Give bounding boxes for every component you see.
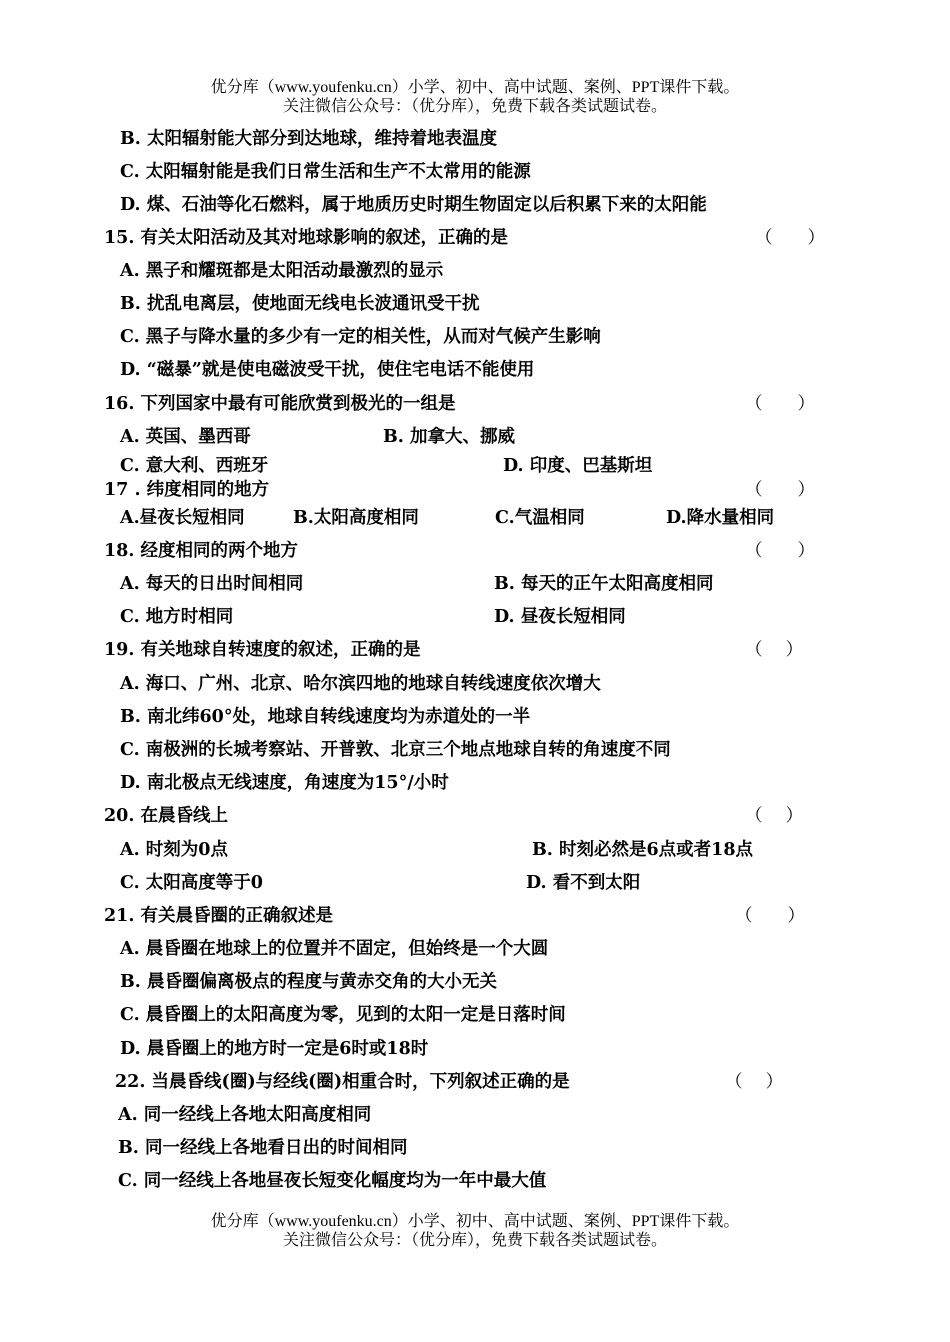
page-header (0, 78, 950, 116)
q20-option-c: C. 太阳高度等于0 (120, 873, 263, 893)
q21-option-b: B. 晨昏圈偏离极点的程度与黄赤交角的大小无关 (120, 972, 497, 992)
q22-option-b: B. 同一经线上各地看日出的时间相同 (118, 1138, 408, 1158)
q21-option-c: C. 晨昏圈上的太阳高度为零，见到的太阳一定是日落时间 (120, 1005, 566, 1025)
q20-option-d: D. 看不到太阳 (526, 873, 641, 893)
q20-option-b: B. 时刻必然是6点或者18点 (532, 840, 754, 860)
q17-option-c: C.气温相同 (495, 508, 585, 528)
q16-option-a: A. 英国、墨西哥 (120, 427, 251, 447)
q22-option-a: A. 同一经线上各地太阳高度相同 (118, 1105, 372, 1125)
q20-answer-blank: （ ） (745, 806, 804, 826)
q17-answer-blank: （ ） (745, 480, 815, 500)
q15-option-c: C. 黑子与降水量的多少有一定的相关性，从而对气候产生影响 (120, 327, 601, 347)
header-line-2: 关注微信公众号：（优分库），免费下载各类试题试卷。 (282, 98, 667, 115)
q20-stem: 20. 在晨昏线上 (104, 806, 229, 826)
q22-option-c: C. 同一经线上各地昼夜长短变化幅度均为一年中最大值 (118, 1171, 547, 1191)
q17-option-a: A.昼夜长短相同 (120, 508, 245, 528)
footer-line-2: 关注微信公众号：（优分库），免费下载各类试题试卷。 (282, 1232, 667, 1249)
footer-line-1: 优分库（www.youfenku.cn）小学、初中、高中试题、案例、PPT课件下载。 (210, 1213, 740, 1230)
q15-option-d: D. “磁暴”就是使电磁波受干扰，使住宅电话不能使用 (120, 360, 535, 380)
q16-option-c: C. 意大利、西班牙 (120, 456, 269, 476)
q21-option-a: A. 晨昏圈在地球上的位置并不固定，但始终是一个大圆 (120, 939, 549, 959)
q19-stem: 19. 有关地球自转速度的叙述，正确的是 (104, 640, 421, 660)
q22-stem: 22. 当晨昏线(圈)与经线(圈)相重合时，下列叙述正确的是 (115, 1072, 570, 1092)
q19-option-d: D. 南北极点无线速度，角速度为15°/小时 (120, 773, 449, 793)
q15-stem: 15. 有关太阳活动及其对地球影响的叙述，正确的是 (104, 228, 509, 248)
header-line-1: 优分库（www.youfenku.cn）小学、初中、高中试题、案例、PPT课件下载。 (210, 79, 740, 96)
q21-stem: 21. 有关晨昏圈的正确叙述是 (104, 906, 334, 926)
q20-option-a: A. 时刻为0点 (120, 840, 228, 860)
q19-option-c: C. 南极洲的长城考察站、开普敦、北京三个地点地球自转的角速度不同 (120, 740, 671, 760)
q19-option-a: A. 海口、广州、北京、哈尔滨四地的地球自转线速度依次增大 (120, 674, 601, 694)
q15-option-b: B. 扰乱电离层，使地面无线电长波通讯受干扰 (120, 294, 480, 314)
q21-answer-blank: （ ） (735, 906, 805, 926)
q14-option-c: C. 太阳辐射能是我们日常生活和生产不太常用的能源 (120, 162, 531, 182)
q21-option-d: D. 晨昏圈上的地方时一定是6时或18时 (120, 1039, 429, 1059)
page-footer (0, 1212, 950, 1250)
q22-answer-blank: （ ） (725, 1072, 784, 1092)
q18-option-b: B. 每天的正午太阳高度相同 (494, 574, 714, 594)
q18-option-a: A. 每天的日出时间相同 (120, 574, 304, 594)
q16-option-b: B. 加拿大、挪威 (383, 427, 515, 447)
q16-stem: 16. 下列国家中最有可能欣赏到极光的一组是 (104, 394, 456, 414)
q18-answer-blank: （ ） (745, 541, 815, 561)
q14-option-d: D. 煤、石油等化石燃料，属于地质历史时期生物固定以后积累下来的太阳能 (120, 195, 707, 215)
q17-option-b: B.太阳高度相同 (293, 508, 419, 528)
q16-answer-blank: （ ） (745, 394, 815, 414)
q16-option-d: D. 印度、巴基斯坦 (503, 456, 653, 476)
q18-option-c: C. 地方时相同 (120, 607, 234, 627)
q17-stem: 17 . 纬度相同的地方 (104, 480, 270, 500)
q17-option-d: D.降水量相同 (666, 508, 775, 528)
q19-option-b: B. 南北纬60°处，地球自转线速度均为赤道处的一半 (120, 707, 531, 727)
q18-stem: 18. 经度相同的两个地方 (104, 541, 299, 561)
q15-option-a: A. 黑子和耀斑都是太阳活动最激烈的显示 (120, 261, 444, 281)
q14-option-b: B. 太阳辐射能大部分到达地球，维持着地表温度 (120, 129, 497, 149)
q19-answer-blank: （ ） (745, 640, 804, 660)
q18-option-d: D. 昼夜长短相同 (494, 607, 626, 627)
q15-answer-blank: （ ） (755, 228, 825, 248)
